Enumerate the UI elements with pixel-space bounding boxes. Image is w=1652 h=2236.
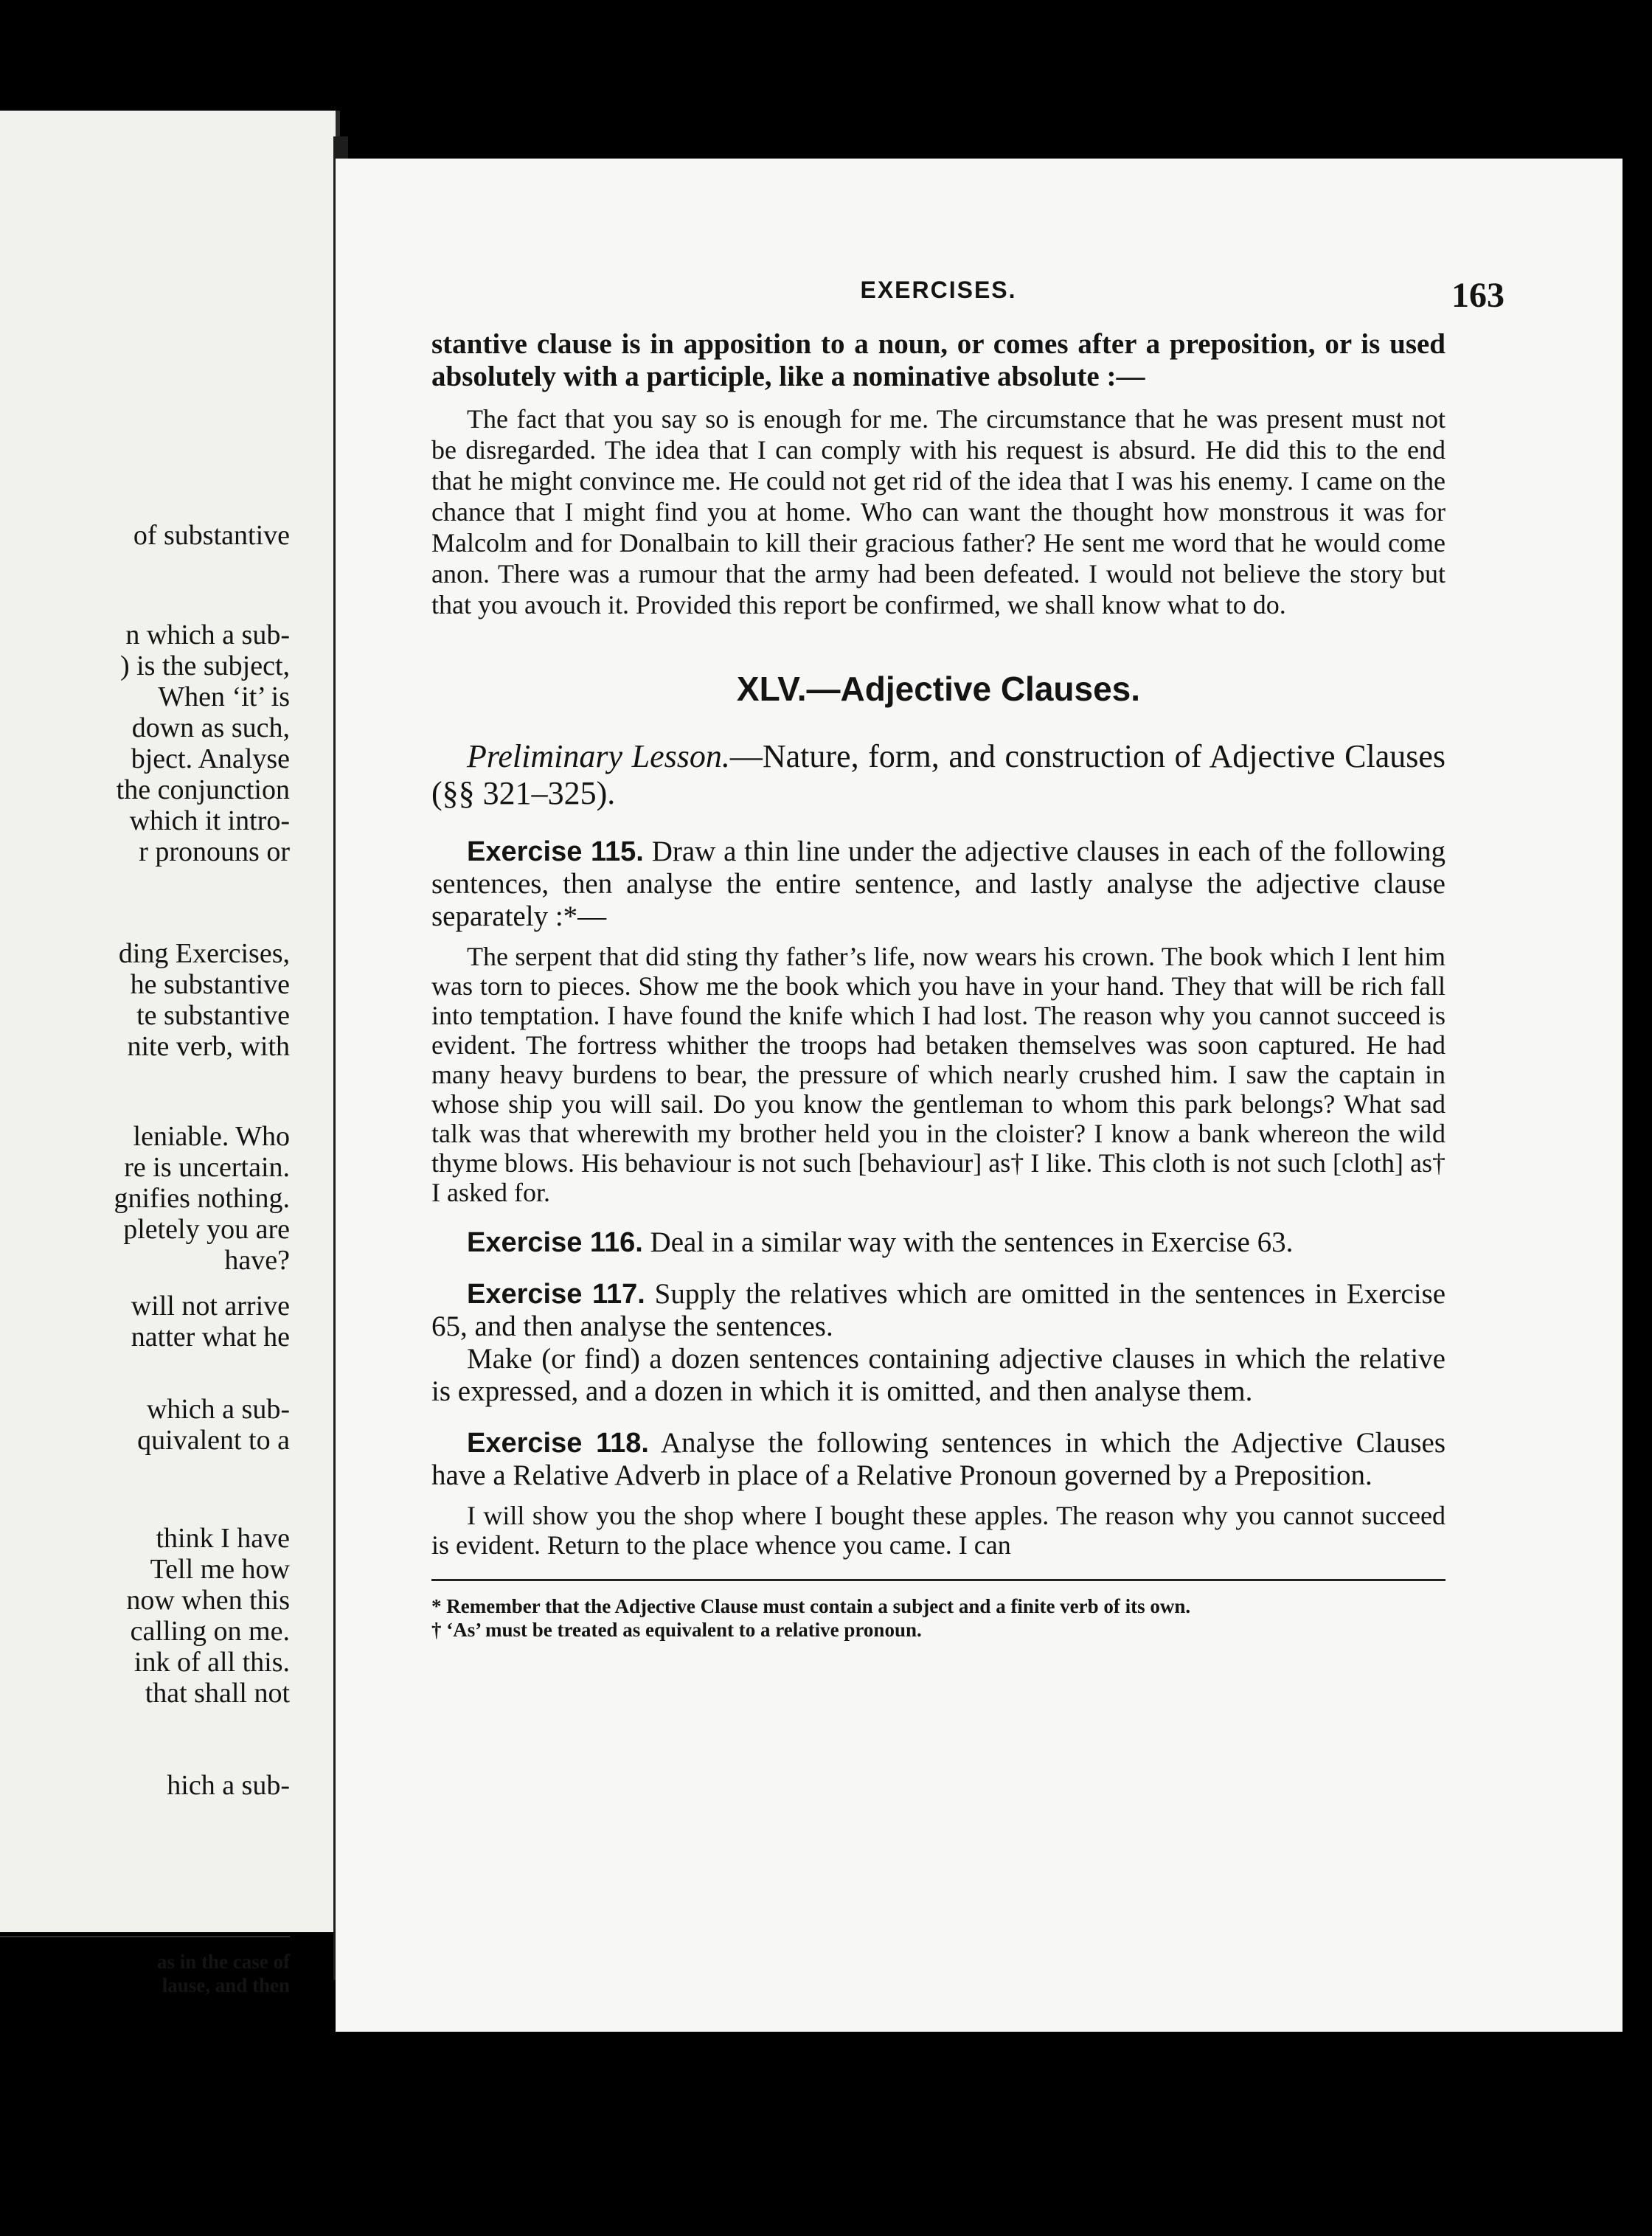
exercise-label: Exercise 116. — [467, 1227, 643, 1258]
left-page-line: When ‘it’ is — [158, 681, 290, 712]
footnote: † ‘As’ must be treated as equivalent to a relative pronoun. — [431, 1619, 922, 1641]
left-page-line: which it intro- — [129, 805, 290, 836]
page-content — [431, 276, 1504, 1642]
exercise-117-instruction — [431, 1278, 1446, 1343]
exercise-117 — [431, 1278, 1446, 1408]
left-page-line: the conjunction — [116, 774, 290, 805]
exercise-115-sentences: The serpent that did sting thy father’s life, now wears his crown. The book which I lent him was torn to pieces. Show me the book which you have in your hand. They that will be rich fall into temptation. I have found the knife which I had lost. The reason why you cannot succeed is evident. The fortress whither the troops had betaken themselves was soon captured. He had many heavy burdens to bear, the pressure of which nearly crushed him. I saw the captain in whose ship you will sail. Do you know the gentleman to whom this park belongs? What sad talk was that wherewith my brother held you in the cloister? I know a bank whereon the wild thyme blows. His behaviour is not such [behaviour] as† I like. This cloth is not such [cloth] as† I asked for. — [431, 942, 1446, 1207]
left-page-line: pletely you are — [123, 1214, 290, 1245]
left-page-line: will not arrive — [131, 1291, 290, 1322]
left-page-line: which a sub- — [146, 1394, 290, 1425]
exercise-text: Analyse the following sentences in which the Adjective Clauses have a Relative Adverb in place of a Relative Pronoun governed by a Preposition. — [431, 1427, 1446, 1491]
preliminary-lesson — [431, 738, 1446, 812]
exercise-115 — [431, 836, 1446, 1207]
left-page-line: now when this — [126, 1585, 290, 1616]
left-page-line: r pronouns or — [139, 836, 290, 867]
left-page-line: calling on me. — [130, 1616, 290, 1647]
exercise-text: Supply the relatives which are omitted in the sentences in Exercise 65, and then analyse the sentences. — [431, 1278, 1446, 1342]
running-title: EXERCISES. — [860, 277, 1017, 303]
exercise-116 — [431, 1226, 1446, 1259]
exercise-118-instruction — [431, 1427, 1446, 1492]
left-page-line: Tell me how — [150, 1554, 290, 1585]
section-heading: XLV.—Adjective Clauses. — [736, 670, 1141, 708]
left-page-line: that shall not — [145, 1678, 290, 1709]
exercise-117-extra: Make (or find) a dozen sentences containing adjective clauses in which the relative is expressed, and a dozen in which it is omitted, and then analyse them. — [431, 1343, 1446, 1407]
left-page-line: bject. Analyse — [131, 743, 290, 774]
exercise-label: Exercise 117. — [467, 1279, 645, 1310]
exercise-115-instruction — [431, 836, 1446, 933]
left-page-line: ding Exercises, — [118, 938, 290, 969]
right-page — [336, 159, 1622, 2032]
left-page-line: leniable. Who — [133, 1121, 290, 1152]
intro-paragraph: stantive clause is in apposition to a noun, or comes after a preposition, or is used absolutely with a participle, like a nominative absolute :— — [431, 328, 1446, 392]
exercise-label: Exercise 118. — [467, 1428, 649, 1459]
exercise-text: Draw a thin line under the adjective clauses in each of the following sentences, then analyse the entire sentence, and lastly analyse the adjective clause separately :*— — [431, 836, 1446, 932]
left-page-line: gnifies nothing. — [114, 1183, 290, 1214]
left-page-line: ink of all this. — [133, 1647, 290, 1678]
left-page-line: re is uncertain. — [124, 1152, 290, 1183]
page-number: 163 — [1451, 276, 1504, 315]
left-page-line: natter what he — [131, 1322, 290, 1353]
exercise-118-sentences: I will show you the shop where I bought these apples. The reason why you cannot succeed is evident. Return to the place whence you came. I can — [431, 1501, 1446, 1560]
running-head — [431, 276, 1504, 328]
exercise-text: Deal in a similar way with the sentences in Exercise 63. — [650, 1226, 1294, 1258]
left-page-line: he substantive — [130, 969, 290, 1000]
left-page-line: ) is the subject, — [119, 650, 290, 681]
preliminary-text: —Nature, form, and construction of Adjective Clauses (§§ 321–325). — [431, 738, 1446, 811]
left-page-line: have? — [224, 1245, 290, 1276]
left-page-line: down as such, — [131, 712, 290, 743]
left-page-line: hich a sub- — [167, 1770, 290, 1801]
left-footnote-rule — [0, 1936, 290, 1937]
exercise-label: Exercise 115. — [467, 836, 644, 867]
left-page-line: quivalent to a — [137, 1425, 290, 1456]
footnote-rule — [431, 1579, 1446, 1581]
left-page-line: nite verb, with — [127, 1031, 290, 1062]
left-page — [0, 111, 340, 1996]
left-page-line: of substantive — [133, 520, 290, 551]
preliminary-label: Preliminary Lesson. — [467, 738, 730, 774]
example-sentences: The fact that you say so is enough for me. The circumstance that he was present must not be disregarded. The idea that I can comply with his request is absurd. He did this to the end that he might convince me. He could not get rid of the idea that I was his enemy. I came on the chance that I might find you at home. Who can want the thought how monstrous it was for Malcolm and for Donalbain to kill their gracious father? He sent me word that he would come anon. There was a rumour that the army had been defeated. I would not believe the story but that you avouch it. Provided this report be confirmed, we shall know what to do. — [431, 404, 1446, 619]
exercise-116-instruction — [431, 1226, 1446, 1259]
left-page-line: think I have — [156, 1523, 290, 1554]
left-footnote-line: as in the case of — [157, 1951, 290, 1973]
exercise-118 — [431, 1427, 1446, 1560]
left-footnote-line: lause, and then — [162, 1974, 290, 1996]
footnote: * Remember that the Adjective Clause must contain a subject and a finite verb of its own. — [431, 1595, 1191, 1617]
left-page-line: te substantive — [136, 1000, 290, 1031]
left-page-line: n which a sub- — [125, 619, 290, 650]
